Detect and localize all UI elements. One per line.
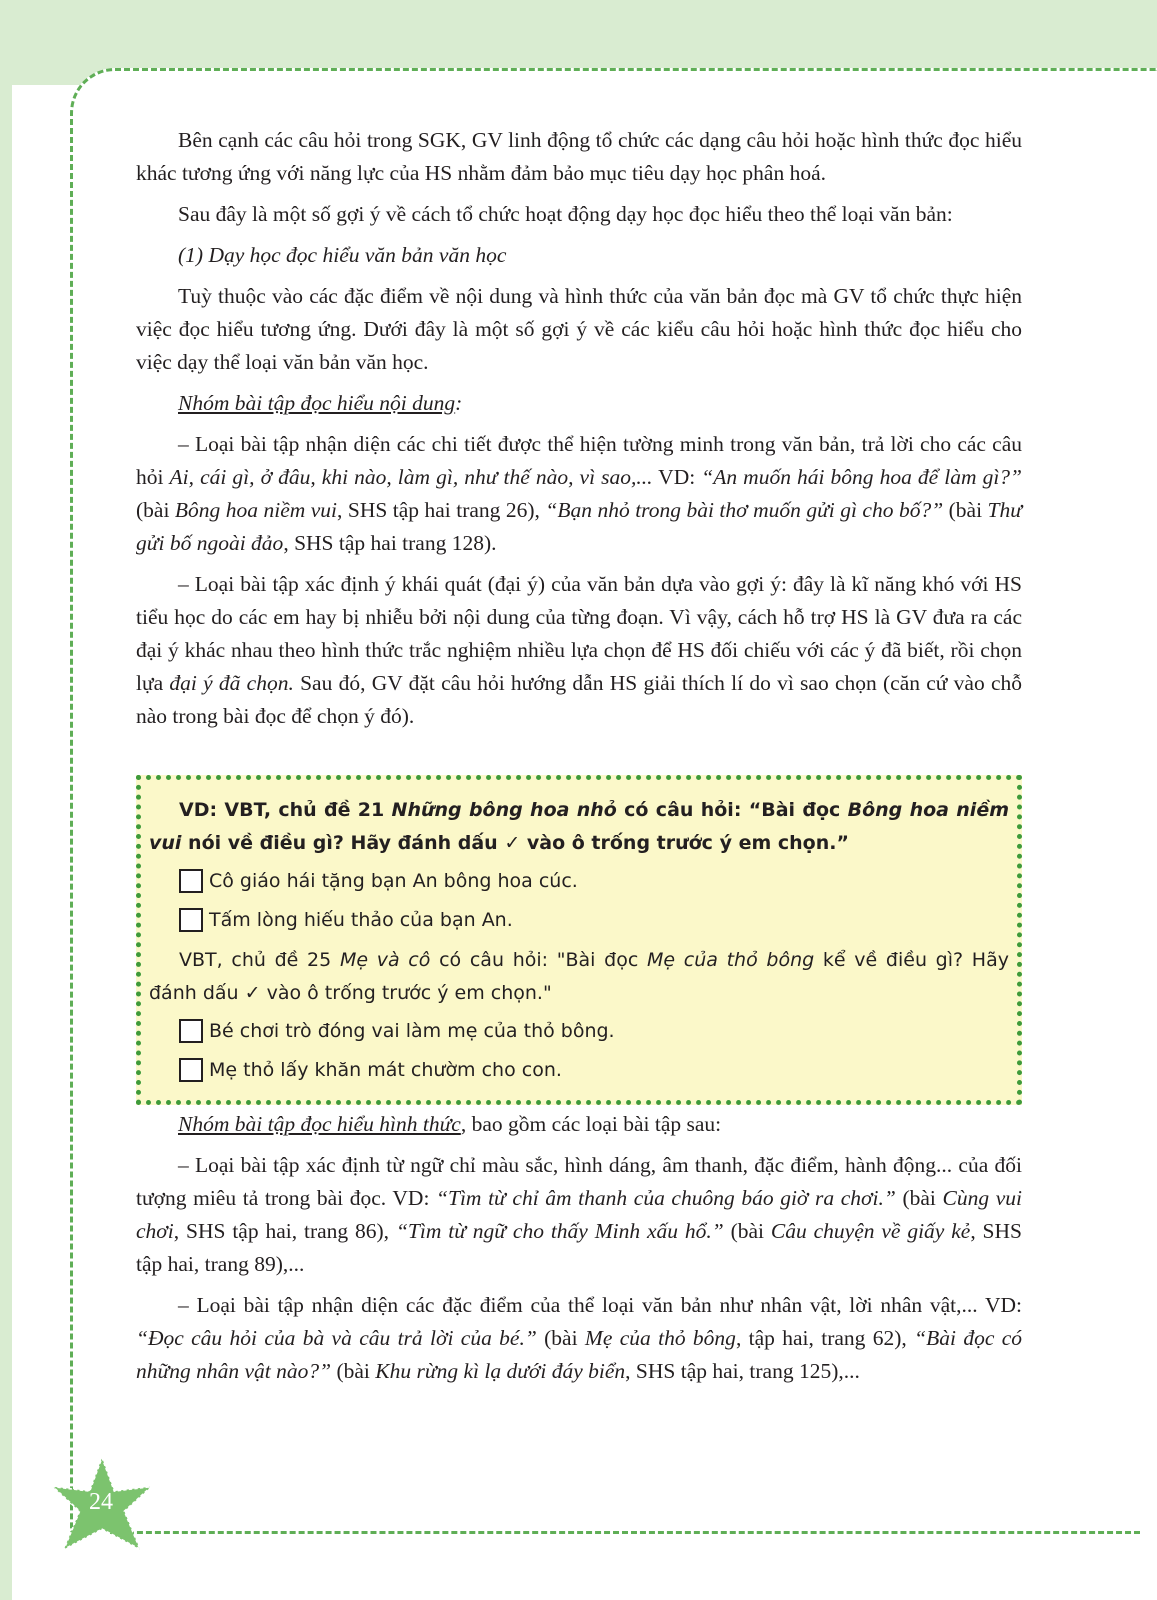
example-question-2: VBT, chủ đề 25 Mẹ và cô có câu hỏi: "Bài đọc Mẹ của thỏ bông kể về điều gì? Hãy đánh dấu ✓ vào ô trống trước ý em chọn." (149, 949, 1009, 1004)
checkmark-icon: ✓ (504, 832, 521, 854)
option-4: Mẹ thỏ lấy khăn mát chườm cho con. (179, 1055, 1009, 1085)
checkmark-icon: ✓ (244, 982, 261, 1004)
option-2: Tấm lòng hiếu thảo của bạn An. (179, 905, 1009, 935)
example-box (136, 775, 1022, 1105)
checkbox-option-4[interactable] (179, 1058, 203, 1082)
group-content-heading: Nhóm bài tập đọc hiểu nội dung: (178, 391, 463, 415)
option-3: Bé chơi trò đóng vai làm mẹ của thỏ bông. (179, 1016, 1009, 1046)
bullet-descriptive-words: – Loại bài tập xác định từ ngữ chỉ màu sắc, hình dáng, âm thanh, đặc điểm, hành động... của đối tượng miêu tả trong bài đọc. VD: “Tìm từ chỉ âm thanh của chuông báo giờ ra chơi.” (bài Cùng vui chơi, SHS tập hai, trang 86), “Tìm từ ngữ cho thấy Minh xấu hổ.” (bài Câu chuyện về giấy kẻ, SHS tập hai, trang 89),... (136, 1153, 1023, 1276)
bullet-main-idea: – Loại bài tập xác định ý khái quát (đại ý) của văn bản dựa vào gợi ý: đây là kĩ năng khó với HS tiểu học do các em hay bị nhiễu bởi nội dung của từng đoạn. Vì vậy, cách hỗ trợ HS là GV đưa ra các đại ý khác nhau theo hình thức trắc nghiệm nhiều lựa chọn để HS đối chiếu với các ý đã biết, rồi chọn lựa đại ý đã chọn. Sau đó, GV đặt câu hỏi hướng dẫn HS giải thích lí do vì sao chọn (căn cứ vào chỗ nào trong bài đọc để chọn ý đó). (136, 572, 1023, 728)
bottom-dashed-divider (110, 1531, 1140, 1534)
group-form-heading: Nhóm bài tập đọc hiểu hình thức, bao gồm các loại bài tập sau: (178, 1112, 722, 1136)
paragraph-intro: Bên cạnh các câu hỏi trong SGK, GV linh động tổ chức các dạng câu hỏi hoặc hình thức đọc hiểu khác tương ứng với năng lực của HS nhằm đảm bảo mục tiêu dạy học phân hoá. (136, 128, 1022, 185)
bullet-genre-features: – Loại bài tập nhận diện các đặc điểm của thể loại văn bản như nhân vật, lời nhân vật,... VD: “Đọc câu hỏi của bà và câu trả lời của bé.” (bài Mẹ của thỏ bông, tập hai, trang 62), “Bài đọc có những nhân vật nào?” (bài Khu rừng kì lạ dưới đáy biển, SHS tập hai, trang 125),... (136, 1293, 1022, 1383)
checkbox-option-2[interactable] (179, 908, 203, 932)
group-form-title: Nhóm bài tập đọc hiểu hình thức (178, 1112, 461, 1136)
body-text-lower (136, 1108, 1022, 1396)
body-text (136, 124, 1022, 741)
group-content-title: Nhóm bài tập đọc hiểu nội dung (178, 391, 456, 415)
checkbox-option-3[interactable] (179, 1019, 203, 1043)
left-green-band (0, 0, 12, 1600)
checkbox-option-1[interactable] (179, 869, 203, 893)
option-1: Cô giáo hái tặng bạn An bông hoa cúc. (179, 866, 1009, 896)
paragraph-literary-intro: Tuỳ thuộc vào các đặc điểm về nội dung và hình thức của văn bản đọc mà GV tổ chức thực hiện việc đọc hiểu tương ứng. Dưới đây là một số gợi ý về các kiểu câu hỏi hoặc hình thức đọc hiểu cho việc dạy thể loại văn bản văn học. (136, 284, 1022, 374)
section-heading-literary: (1) Dạy học đọc hiểu văn bản văn học (178, 243, 507, 267)
bullet-explicit-details: – Loại bài tập nhận diện các chi tiết được thể hiện tường minh trong văn bản, trả lời cho các câu hỏi Ai, cái gì, ở đâu, khi nào, làm gì, như thế nào, vì sao,... VD: “An muốn hái bông hoa để làm gì?” (bài Bông hoa niềm vui, SHS tập hai trang 26), “Bạn nhỏ trong bài thơ muốn gửi gì cho bố?” (bài Thư gửi bố ngoài đảo, SHS tập hai trang 128). (136, 432, 1023, 555)
page-number: 24 (89, 1489, 113, 1515)
paragraph-suggestions: Sau đây là một số gợi ý về cách tổ chức hoạt động dạy học đọc hiểu theo thể loại văn bản: (178, 202, 953, 226)
example-question-1: VD: VBT, chủ đề 21 Những bông hoa nhỏ có câu hỏi: “Bài đọc Bông hoa niềm vui nói về điều gì? Hãy đánh dấu ✓ vào ô trống trước ý em chọn.” (149, 799, 1010, 854)
